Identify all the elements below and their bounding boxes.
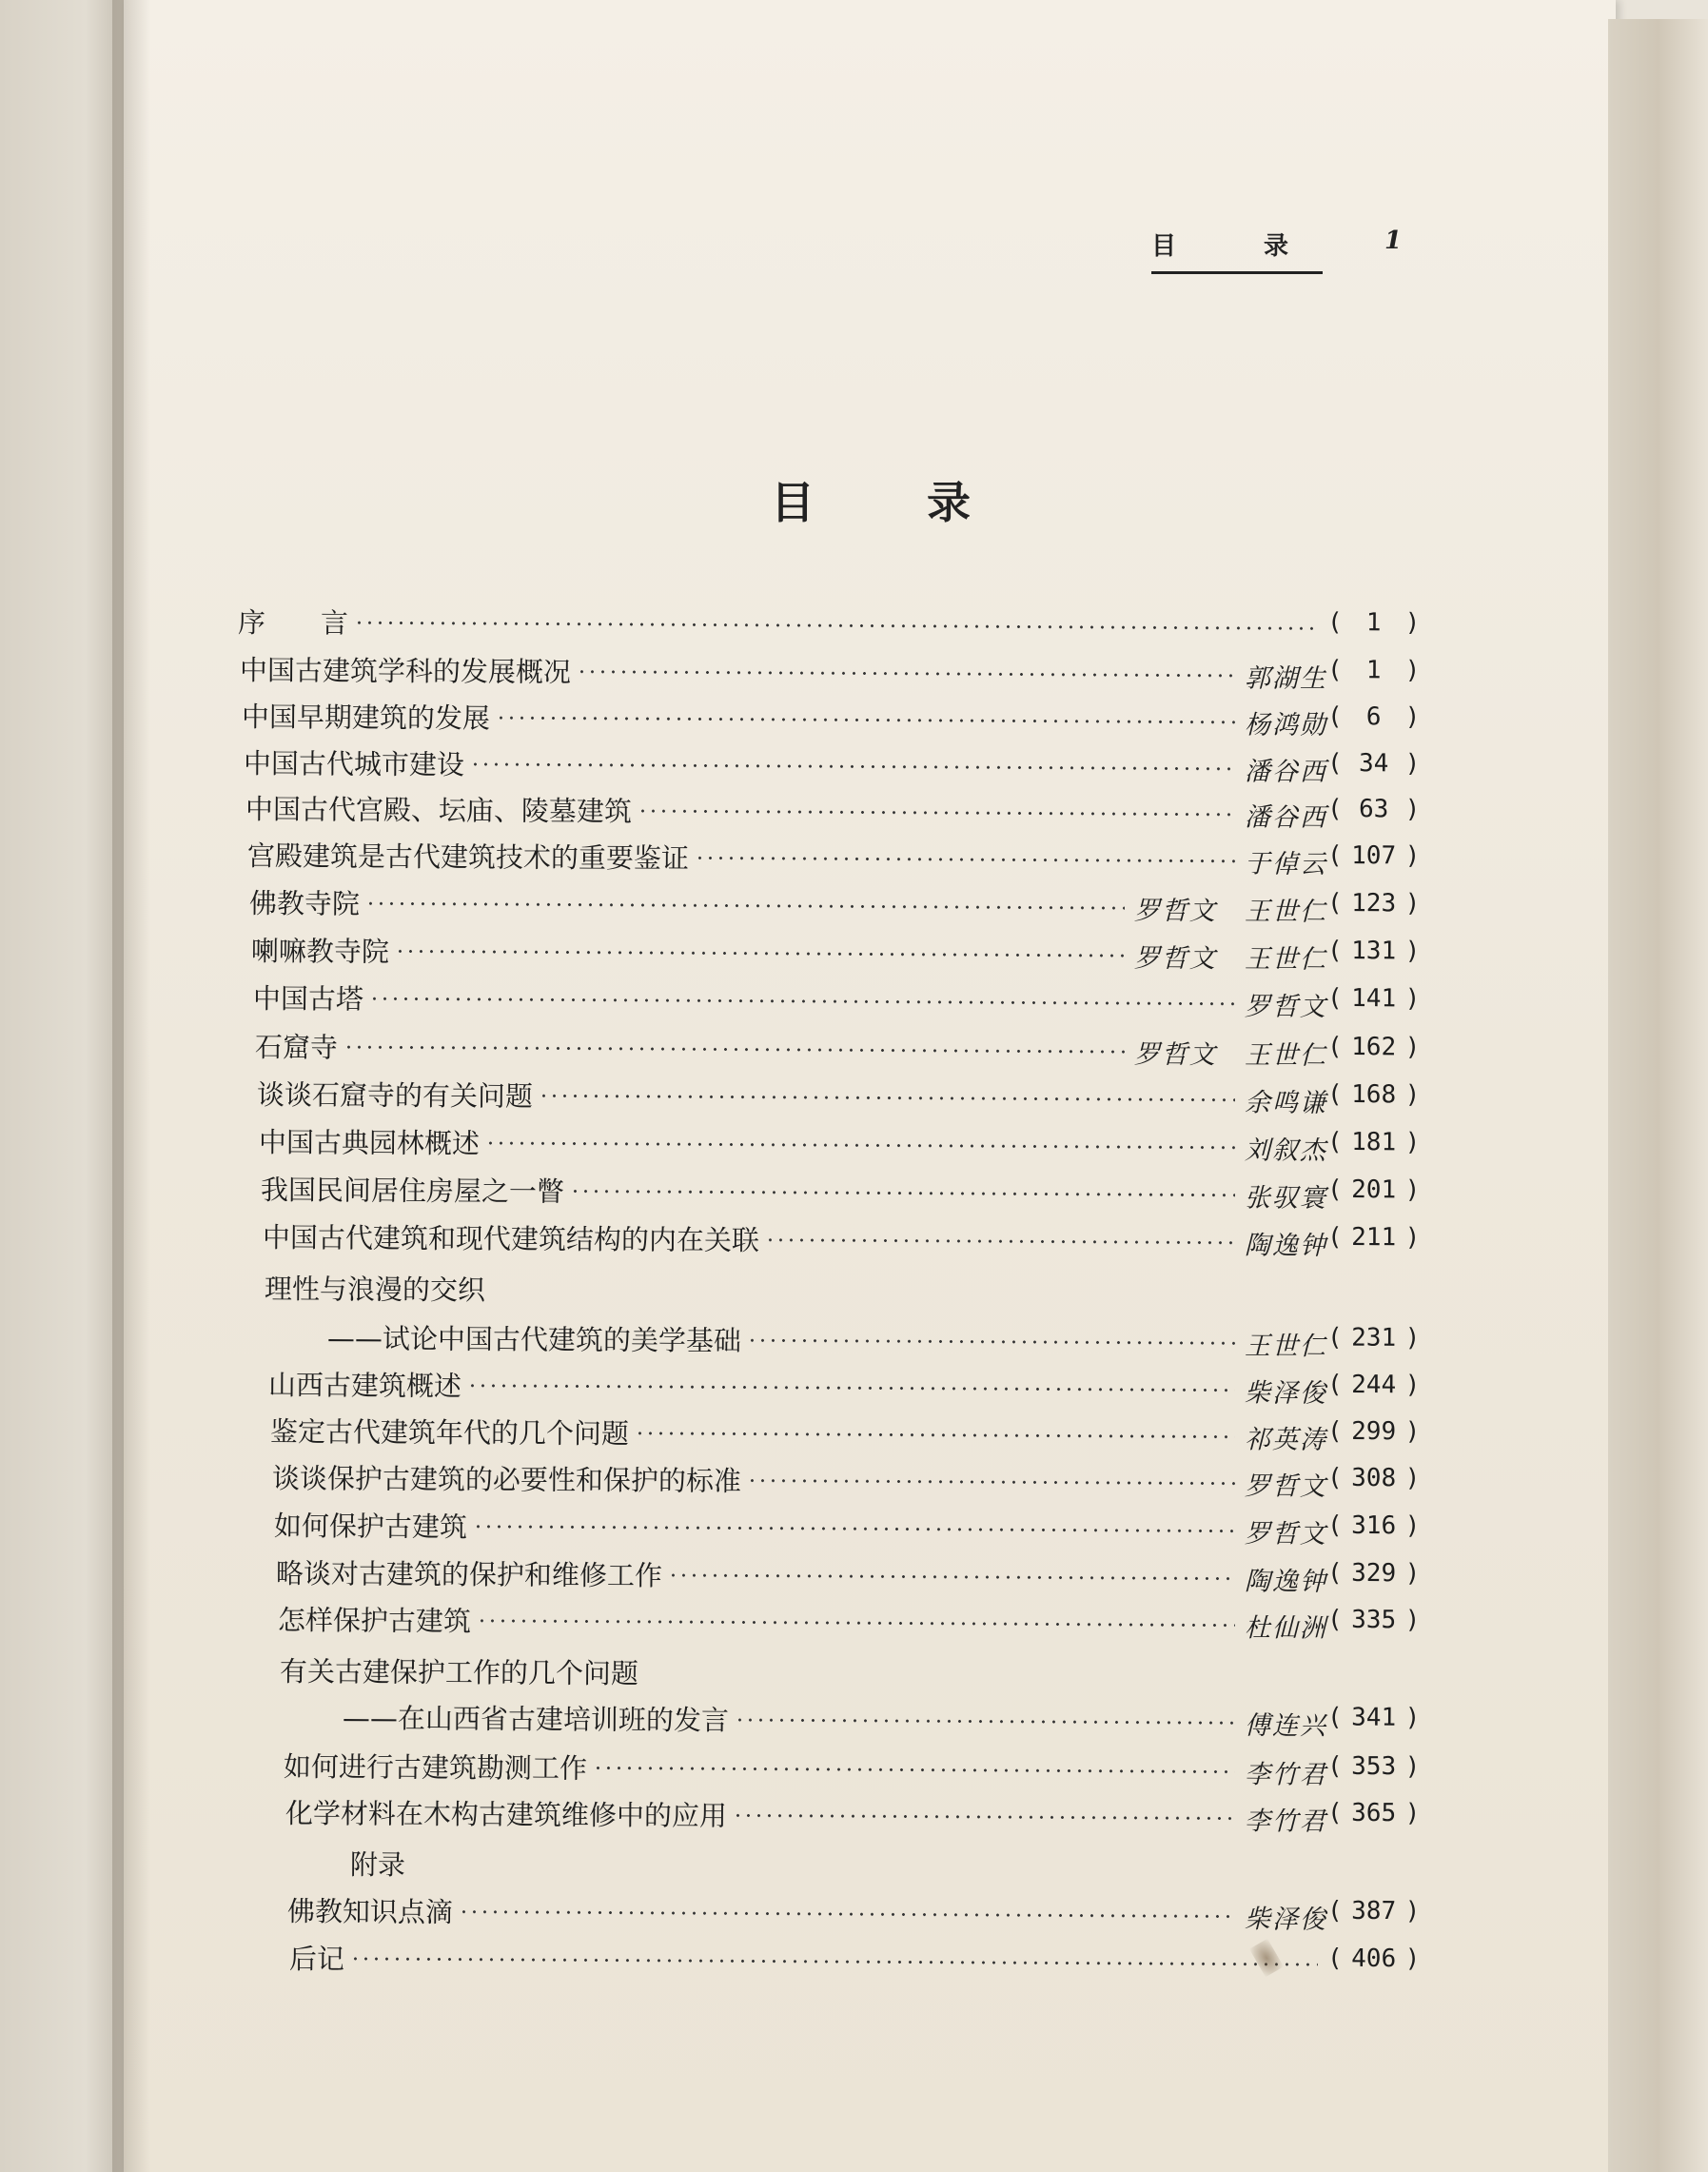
toc-entry-page-number: 63	[1358, 795, 1389, 824]
toc-entry-page-number: 141	[1351, 984, 1397, 1014]
toc-leader-dots	[477, 1619, 1235, 1627]
toc-entry-page-number: 365	[1351, 1798, 1397, 1828]
toc-entry	[285, 1792, 1432, 1837]
toc-leader-dots	[695, 857, 1235, 862]
toc-entry-title: 佛教寺院	[248, 887, 361, 920]
toc-entry-page: ( 6 )	[1326, 701, 1421, 732]
toc-entry-page: ( 406 )	[1326, 1944, 1421, 1974]
toc-entry	[343, 1697, 1432, 1742]
toc-entry	[327, 1317, 1432, 1362]
toc-leader-dots	[496, 717, 1235, 724]
toc-entry-page: ( 34 )	[1326, 748, 1421, 779]
toc-entry	[240, 649, 1432, 695]
toc-entry-author: 潘谷西	[1244, 802, 1328, 833]
toc-entry-page-number: 211	[1351, 1222, 1397, 1253]
toc-entry-page-number: 341	[1351, 1703, 1397, 1732]
toc-entry-page: ( 211 )	[1326, 1222, 1421, 1253]
toc-entry-title: 中国古代城市建设	[243, 747, 465, 781]
toc-leader-dots	[733, 1814, 1235, 1820]
toc-entry	[280, 1650, 1432, 1695]
toc-entry	[255, 1026, 1432, 1072]
toc-leader-dots	[369, 997, 1234, 1006]
toc-entry-title: 中国古典园林概述	[258, 1126, 481, 1160]
toc-entry	[276, 1552, 1432, 1597]
toc-leader-dots	[577, 670, 1235, 677]
toc-title: 目录	[771, 477, 1083, 528]
toc-entry-title: 化学材料在木构古建筑维修中的应用	[285, 1797, 728, 1832]
toc-entry-page-number: 1	[1365, 656, 1382, 685]
toc-entry-page: ( 387 )	[1326, 1896, 1421, 1926]
toc-entry-author: 陶逸钟	[1244, 1567, 1328, 1597]
toc-entry-page-number: 316	[1351, 1511, 1397, 1541]
toc-entry-author: 柴泽俊	[1244, 1905, 1328, 1935]
toc-entry-page: ( 107 )	[1326, 840, 1421, 871]
toc-entry-page-number: 329	[1351, 1558, 1397, 1589]
toc-entry-author: 李竹君	[1244, 1760, 1328, 1790]
toc-entry-page: ( 341 )	[1326, 1703, 1421, 1732]
toc-entry-page: ( 201 )	[1326, 1175, 1421, 1205]
toc-entry	[265, 1268, 1432, 1313]
toc-entry-page: ( 244 )	[1326, 1370, 1421, 1400]
toc-entry-title: 理性与浪漫的交织	[264, 1273, 486, 1307]
toc-entry-page: ( 123 )	[1326, 888, 1421, 918]
toc-entry-page-number: 231	[1351, 1323, 1397, 1353]
toc-entry-page-number: 1	[1365, 608, 1382, 638]
toc-entry-title: 石窟寺	[254, 1031, 339, 1064]
toc-entry-page-number: 353	[1351, 1751, 1397, 1782]
running-head-label: 目录	[1151, 227, 1323, 274]
toc-entry-title: 中国古建筑学科的发展概况	[239, 654, 572, 689]
toc-entry	[350, 1844, 1432, 1888]
toc-entry-page: ( 141 )	[1326, 983, 1421, 1014]
toc-leader-dots	[735, 1719, 1235, 1725]
toc-entry-title: 有关古建保护工作的几个问题	[279, 1655, 639, 1690]
toc-entry	[270, 1411, 1432, 1455]
toc-leader-dots	[365, 902, 1125, 910]
toc-entry-author: 杜仙洲	[1244, 1613, 1328, 1644]
toc-entry-title: 如何进行古建筑勘测工作	[283, 1750, 588, 1785]
toc-entry-title: 佛教知识点滴	[286, 1895, 454, 1929]
toc-leader-dots	[593, 1767, 1235, 1773]
toc-entry-page: ( 308 )	[1326, 1463, 1421, 1493]
toc-entry-title: 谈谈保护古建筑的必要性和保护的标准	[271, 1462, 742, 1498]
toc-entry-page-number: 308	[1351, 1463, 1397, 1493]
toc-entry-author: 于倬云	[1244, 849, 1328, 879]
toc-entry-author: 罗哲文	[1244, 992, 1328, 1022]
toc-entry-title: 序 言	[237, 606, 349, 640]
toc-entry-author: 张驭寰	[1244, 1183, 1328, 1214]
toc-entry	[257, 1074, 1432, 1119]
toc-entry-page-number: 162	[1351, 1033, 1397, 1062]
toc-entry	[287, 1890, 1432, 1935]
running-head-page-number: 1	[1384, 227, 1403, 255]
toc-entry-title: 怎样保护古建筑	[277, 1604, 472, 1638]
toc-leader-dots	[765, 1238, 1235, 1244]
toc-entry-page: ( 63 )	[1326, 794, 1421, 824]
toc-entry-author: 祁英涛	[1244, 1425, 1328, 1455]
toc-leader-dots	[395, 950, 1125, 958]
toc-leader-dots	[467, 1384, 1235, 1392]
toc-leader-dots	[668, 1574, 1235, 1581]
toc-leader-dots	[473, 1525, 1235, 1532]
toc-entry-title: 后记	[288, 1943, 345, 1976]
toc-entry	[272, 1457, 1432, 1502]
toc-entry-author: 余鸣谦	[1244, 1088, 1328, 1118]
toc-entry-title: 附录	[349, 1848, 406, 1882]
toc-entry	[238, 602, 1432, 647]
toc-entry-author: 杨鸿勋	[1244, 710, 1328, 740]
toc-entry-page: ( 353 )	[1326, 1751, 1421, 1782]
toc-leader-dots	[635, 1432, 1235, 1438]
toc-leader-dots	[747, 1479, 1235, 1485]
toc-entry-page-number: 6	[1365, 702, 1382, 732]
toc-entry-author: 陶逸钟	[1244, 1231, 1328, 1261]
toc-entry	[284, 1746, 1432, 1790]
toc-entry-author: 潘谷西	[1244, 757, 1328, 787]
toc-entry-page: ( 162 )	[1326, 1032, 1421, 1062]
toc-entry-title: 中国古代宫殿、坛庙、陵墓建筑	[245, 793, 633, 828]
toc-leader-dots	[570, 1190, 1235, 1196]
toc-entry-page: ( 1 )	[1326, 655, 1421, 685]
toc-entry	[278, 1599, 1432, 1644]
toc-leader-dots	[354, 622, 1318, 630]
toc-leader-dots	[747, 1339, 1235, 1345]
toc-entry-page-number: 299	[1351, 1416, 1397, 1447]
toc-entry-page: ( 131 )	[1326, 936, 1421, 966]
toc-entry-page-number: 181	[1351, 1128, 1397, 1157]
toc-entry-page-number: 406	[1351, 1944, 1397, 1974]
toc-entry-title: 宫殿建筑是古代建筑技术的重要鉴证	[246, 839, 690, 875]
toc-entry-author: 罗哲文	[1244, 1519, 1328, 1550]
toc-entry-title: 如何保护古建筑	[273, 1510, 468, 1544]
toc-entry-page: ( 231 )	[1326, 1323, 1421, 1353]
toc-entry	[251, 930, 1432, 976]
toc-entry-author: 罗哲文 王世仁	[1133, 896, 1328, 927]
toc-entry	[247, 835, 1432, 880]
toc-entry	[245, 788, 1432, 834]
toc-entry	[274, 1505, 1432, 1550]
toc-leader-dots	[350, 1957, 1318, 1965]
toc-entry-title: 中国古代建筑和现代建筑结构的内在关联	[262, 1221, 760, 1257]
toc-entry	[263, 1216, 1432, 1262]
toc-entry-page-number: 387	[1351, 1896, 1397, 1926]
toc-entry-author: 刘叙杰	[1244, 1135, 1328, 1166]
toc-entry	[242, 696, 1432, 741]
toc-entry-page: ( 299 )	[1326, 1416, 1421, 1447]
toc-entry-page-number: 131	[1351, 937, 1397, 966]
toc-entry	[244, 742, 1432, 788]
toc-entry	[268, 1364, 1432, 1409]
toc-entry	[249, 882, 1432, 928]
toc-entry-title: 山西古建筑概述	[267, 1369, 462, 1403]
toc-leader-dots	[485, 1141, 1235, 1149]
toc-entry-author: 王世仁	[1244, 1331, 1328, 1362]
toc-leader-dots	[459, 1910, 1235, 1918]
toc-entry-title: 略谈对古建筑的保护和维修工作	[275, 1557, 663, 1592]
toc-entry	[261, 1169, 1432, 1214]
toc-entry-author: 傅连兴	[1244, 1710, 1328, 1742]
toc-leader-dots	[638, 810, 1235, 817]
toc-entry-page: ( 1 )	[1326, 607, 1421, 638]
toc-entry-page: ( 168 )	[1326, 1079, 1421, 1110]
toc-entry-page: ( 181 )	[1326, 1127, 1421, 1157]
toc-entry-title: 中国早期建筑的发展	[241, 701, 491, 735]
toc-entry-page: ( 329 )	[1326, 1558, 1421, 1589]
toc-entry-page: ( 335 )	[1326, 1605, 1421, 1635]
toc-entry-page-number: 123	[1351, 889, 1397, 918]
toc-entry-page-number: 244	[1351, 1370, 1397, 1400]
toc-entry-title: ——在山西省古建培训班的发言	[342, 1702, 730, 1737]
toc-entry-page-number: 107	[1351, 841, 1397, 871]
toc-entry-page-number: 168	[1351, 1080, 1397, 1110]
toc-entry-page-number: 335	[1351, 1605, 1397, 1635]
toc-entry-page: ( 316 )	[1326, 1511, 1421, 1541]
toc-entry-title: 我国民间居住房屋之一瞥	[260, 1174, 565, 1208]
toc-entry-author: 李竹君	[1244, 1807, 1328, 1837]
toc-entry-title: 谈谈石窟寺的有关问题	[256, 1078, 534, 1113]
toc-entry-author: 郭湖生	[1244, 663, 1328, 694]
toc-entry-title: ——试论中国古代建筑的美学基础	[326, 1322, 742, 1357]
toc-entry-author: 罗哲文	[1244, 1471, 1328, 1502]
toc-entry-author: 罗哲文 王世仁	[1133, 1039, 1328, 1071]
toc-entry-title: 鉴定古代建筑年代的几个问题	[269, 1415, 630, 1451]
toc-leader-dots	[539, 1095, 1235, 1101]
toc-entry-page: ( 365 )	[1326, 1798, 1421, 1828]
toc-leader-dots	[470, 762, 1235, 770]
toc-entry-page-number: 201	[1351, 1175, 1397, 1205]
toc-entry-author: 罗哲文 王世仁	[1133, 943, 1328, 975]
toc-leader-dots	[344, 1046, 1125, 1054]
toc-entry-page-number: 34	[1358, 749, 1389, 779]
toc-entry-title: 中国古塔	[252, 982, 364, 1016]
toc-entry-author: 柴泽俊	[1244, 1378, 1328, 1409]
toc-entry	[259, 1121, 1432, 1167]
toc-entry-title: 喇嘛教寺院	[250, 935, 390, 968]
toc-entry	[253, 977, 1432, 1023]
